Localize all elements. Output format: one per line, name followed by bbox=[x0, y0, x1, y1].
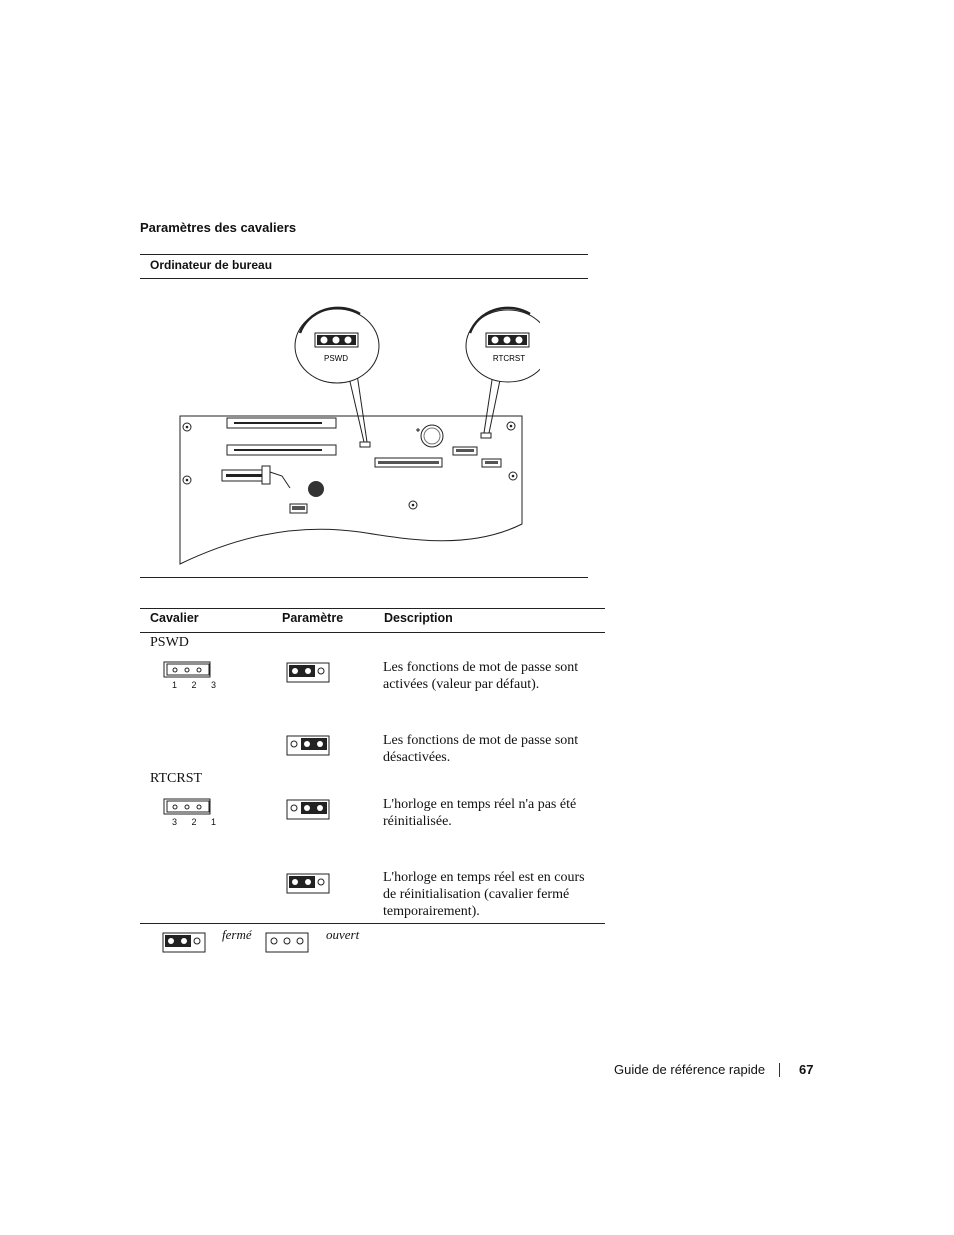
footer-separator bbox=[779, 1063, 780, 1077]
footer-document-title: Guide de référence rapide bbox=[614, 1062, 766, 1077]
column-header-parametre: Paramètre bbox=[282, 611, 344, 625]
legend-open-label: ouvert bbox=[326, 927, 360, 942]
column-header-description: Description bbox=[384, 611, 453, 625]
callout-rtcrst-label: RTCRST bbox=[492, 354, 526, 363]
figure-top-rule bbox=[140, 254, 588, 255]
figure-header: Ordinateur de bureau bbox=[150, 258, 273, 272]
jumper-closed-pins-3-2-icon bbox=[286, 873, 332, 895]
jumper-closed-pins-1-2-icon bbox=[286, 662, 332, 684]
legend-closed-jumper-icon bbox=[162, 932, 208, 956]
table-top-rule bbox=[140, 608, 605, 609]
rtcrst-resetting-description: L'horloge en temps réel est en cours de réinitialisation (cavalier fermé temporairement). bbox=[383, 870, 585, 919]
motherboard-diagram bbox=[170, 300, 540, 570]
jumper-closed-pins-2-1-icon bbox=[286, 799, 332, 821]
figure-bottom-rule bbox=[140, 577, 588, 578]
footer-page-number: 67 bbox=[799, 1062, 814, 1077]
legend-open-jumper-icon bbox=[265, 932, 311, 956]
pswd-pin-numbers: 1 2 3 bbox=[172, 680, 223, 690]
rtcrst-not-reset-description: L'horloge en temps réel n'a pas été réinitialisée. bbox=[383, 797, 577, 829]
table-header-rule bbox=[140, 632, 605, 633]
legend-closed-label: fermé bbox=[222, 927, 252, 942]
callout-pswd-label: PSWD bbox=[324, 354, 348, 363]
jumper-rtcrst-pins-icon bbox=[163, 798, 213, 818]
section-title: Paramètres des cavaliers bbox=[140, 220, 297, 235]
jumper-closed-pins-2-3-icon bbox=[286, 735, 332, 757]
pswd-enabled-description: Les fonctions de mot de passe sont activées (valeur par défaut). bbox=[383, 660, 579, 692]
jumper-name-pswd: PSWD bbox=[150, 635, 189, 650]
rtcrst-pin-numbers: 3 2 1 bbox=[172, 817, 223, 827]
table-bottom-rule bbox=[140, 923, 605, 924]
pswd-disabled-description: Les fonctions de mot de passe sont désactivées. bbox=[383, 733, 579, 765]
jumper-name-rtcrst: RTCRST bbox=[150, 771, 203, 786]
jumper-pswd-pins-icon bbox=[163, 661, 213, 681]
figure-header-rule bbox=[140, 278, 588, 279]
column-header-cavalier: Cavalier bbox=[150, 611, 199, 625]
